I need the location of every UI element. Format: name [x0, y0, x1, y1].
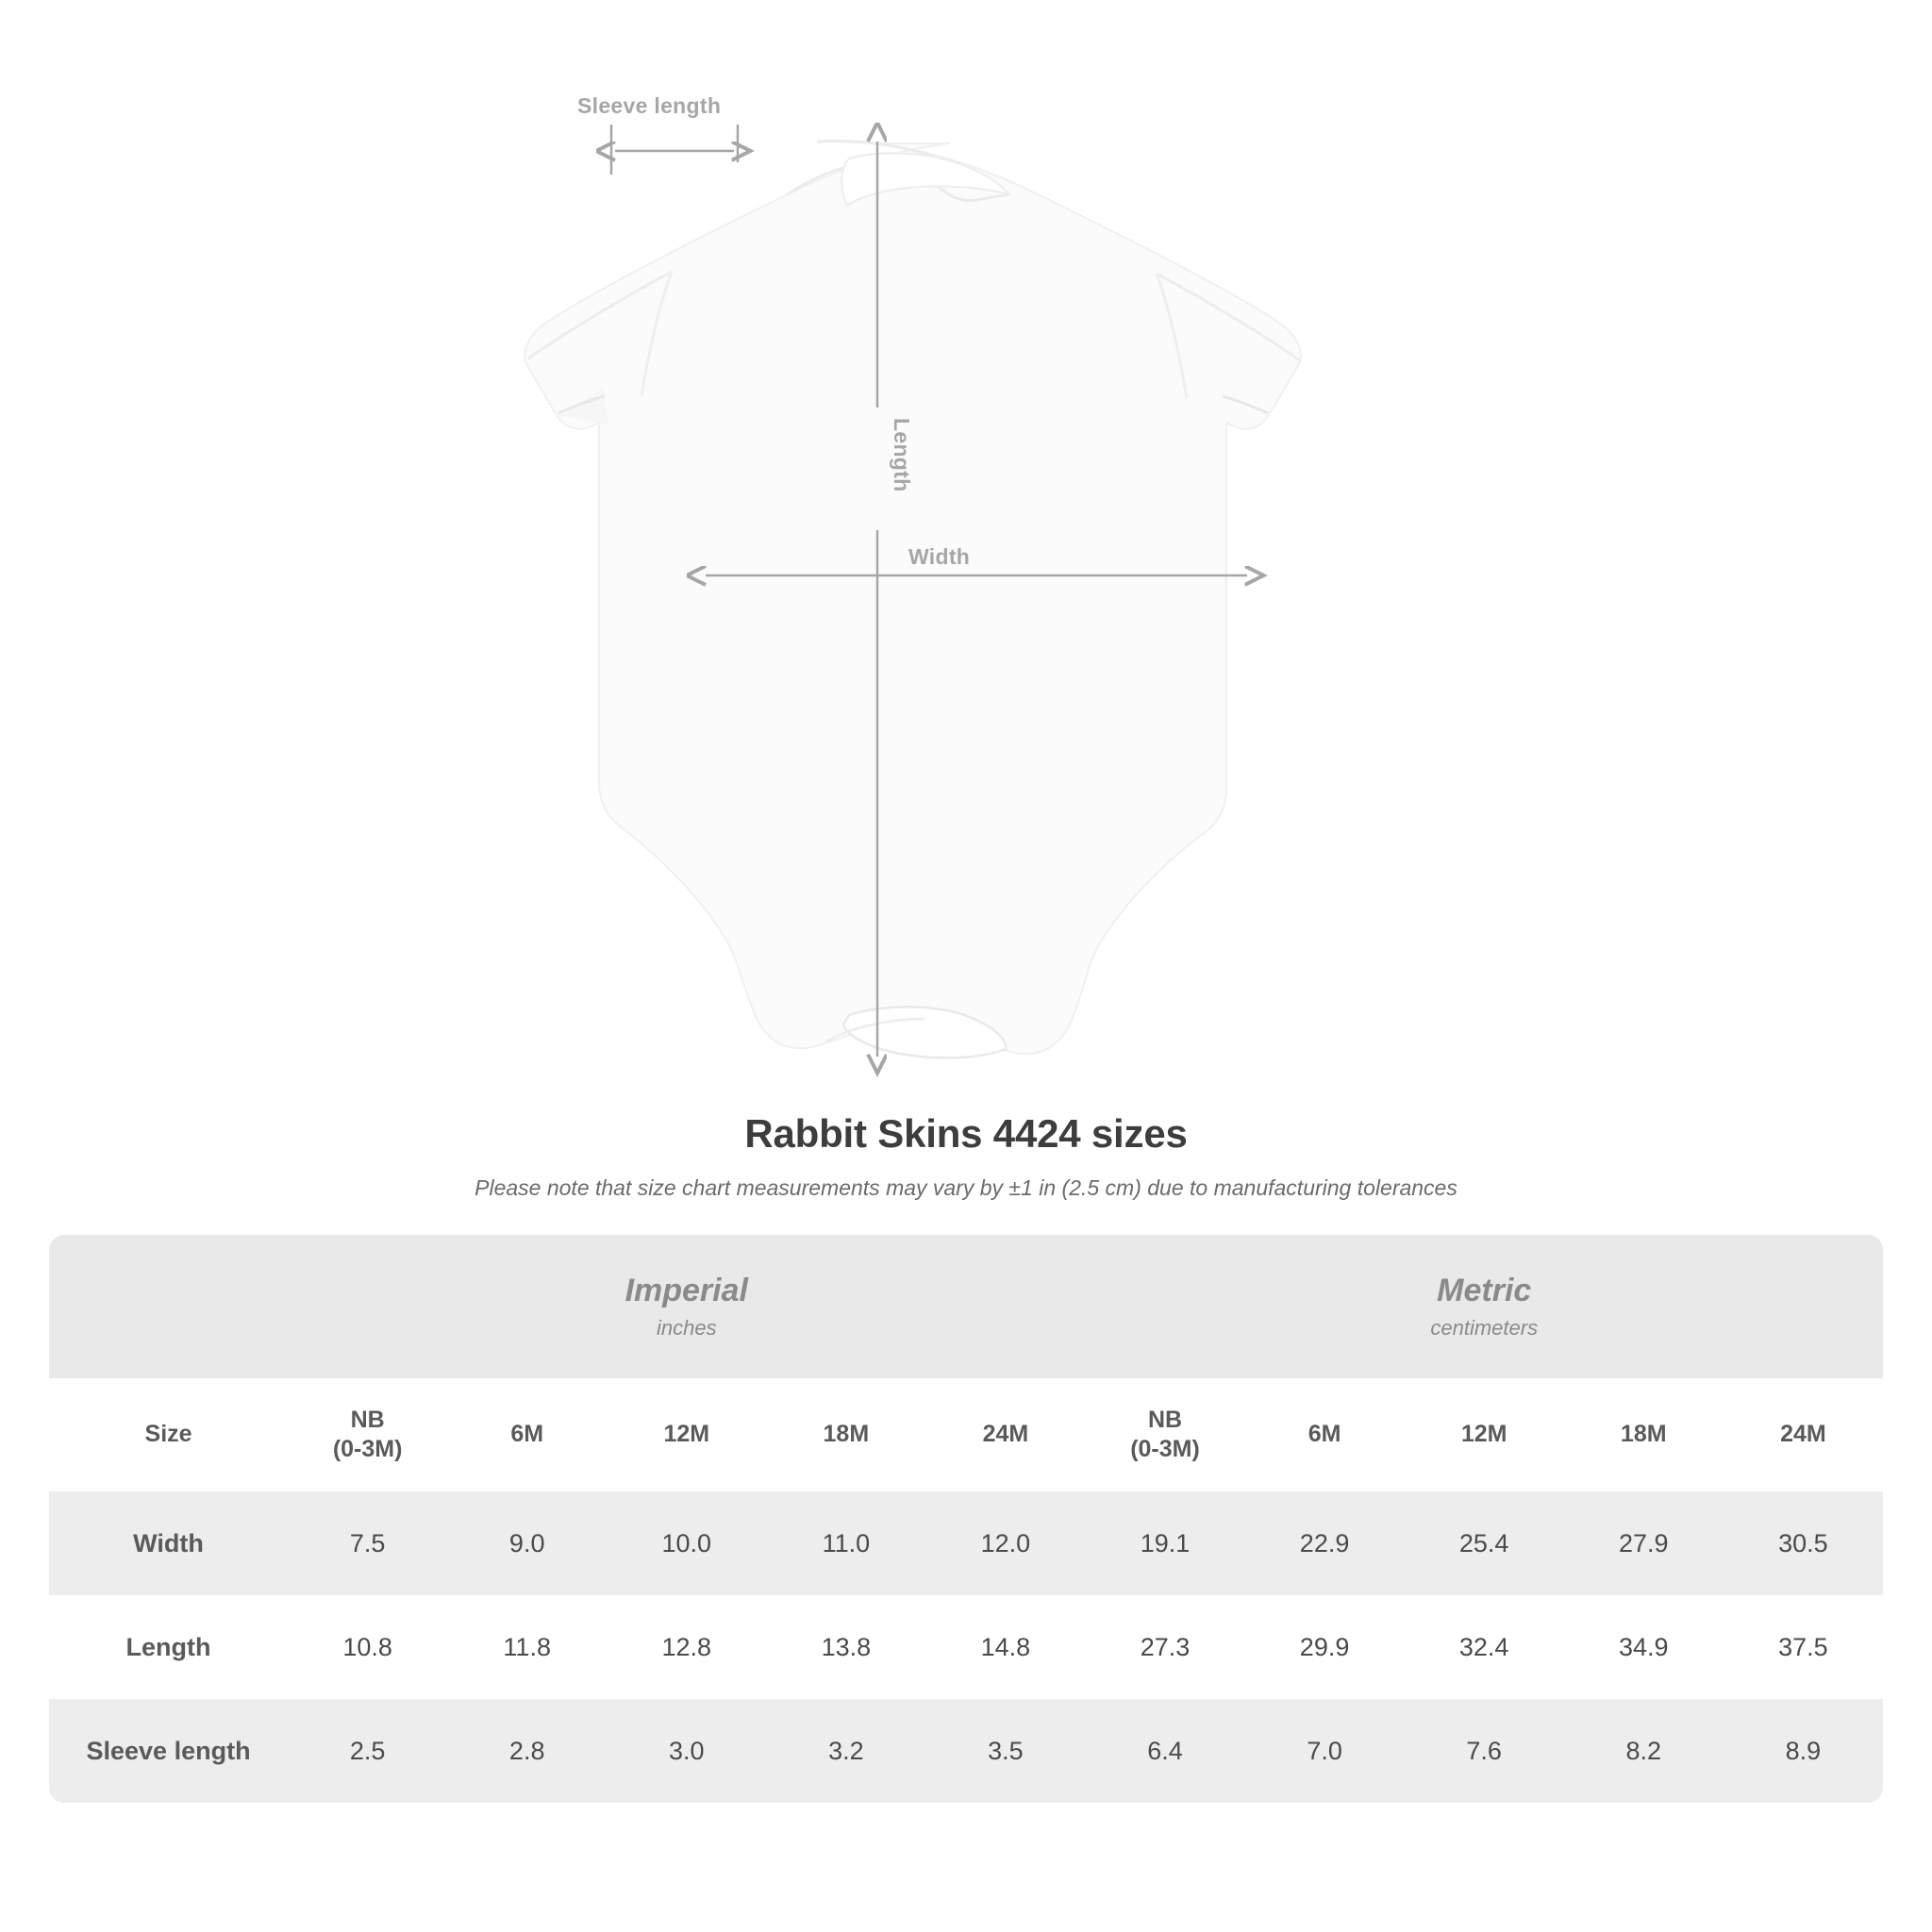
header-col-2: 12M [607, 1378, 766, 1491]
bodysuit-shape [525, 133, 1301, 1058]
header-col-5-sub: (0-3M) [1130, 1436, 1200, 1462]
sleeve-length-dimension [577, 93, 738, 175]
cell-length-4: 14.8 [925, 1595, 1085, 1699]
header-col-4: 24M [925, 1378, 1085, 1491]
table-header-row [49, 1378, 1883, 1491]
cell-length-8: 34.9 [1564, 1595, 1724, 1699]
header-col-8: 18M [1564, 1378, 1724, 1491]
cell-sleeve-6: 7.0 [1245, 1699, 1405, 1803]
cell-sleeve-2: 3.0 [607, 1699, 766, 1803]
cell-length-6: 29.9 [1245, 1595, 1405, 1699]
unit-group-imperial-sub: inches [656, 1315, 717, 1340]
cell-width-3: 11.0 [766, 1491, 925, 1595]
cell-length-0: 10.8 [288, 1595, 447, 1699]
cell-sleeve-4: 3.5 [925, 1699, 1085, 1803]
header-col-5 [1085, 1378, 1244, 1491]
size-table [49, 1235, 1883, 1803]
cell-sleeve-7: 7.6 [1405, 1699, 1564, 1803]
page-title: Rabbit Skins 4424 sizes [744, 1111, 1188, 1156]
sleeve-length-label: Sleeve length [577, 93, 722, 118]
row-label-width: Width [49, 1491, 288, 1595]
cell-sleeve-3: 3.2 [766, 1699, 925, 1803]
header-col-6: 6M [1245, 1378, 1405, 1491]
header-size: Size [49, 1378, 288, 1491]
cell-length-9: 37.5 [1724, 1595, 1883, 1699]
header-col-0-sub: (0-3M) [332, 1436, 403, 1462]
cell-width-9: 30.5 [1724, 1491, 1883, 1595]
header-col-7: 12M [1405, 1378, 1564, 1491]
header-col-0-label: NB [350, 1406, 385, 1433]
unit-spacer [49, 1235, 288, 1378]
header-col-0 [288, 1378, 447, 1491]
cell-sleeve-1: 2.8 [447, 1699, 607, 1803]
cell-length-2: 12.8 [607, 1595, 766, 1699]
header-col-1: 6M [447, 1378, 607, 1491]
title-block [0, 1111, 1932, 1201]
cell-sleeve-0: 2.5 [288, 1699, 447, 1803]
cell-length-5: 27.3 [1085, 1595, 1244, 1699]
cell-width-1: 9.0 [447, 1491, 607, 1595]
row-label-length: Length [49, 1595, 288, 1699]
width-label: Width [908, 544, 971, 569]
size-table-wrapper [49, 1235, 1883, 1803]
header-col-3: 18M [766, 1378, 925, 1491]
cell-width-0: 7.5 [288, 1491, 447, 1595]
table-row [49, 1699, 1883, 1803]
cell-width-7: 25.4 [1405, 1491, 1564, 1595]
cell-length-1: 11.8 [447, 1595, 607, 1699]
header-col-9: 24M [1724, 1378, 1883, 1491]
length-label: Length [890, 418, 914, 492]
cell-width-4: 12.0 [925, 1491, 1085, 1595]
unit-group-row [49, 1235, 1883, 1378]
cell-width-6: 22.9 [1245, 1491, 1405, 1595]
header-col-5-label: NB [1147, 1406, 1183, 1433]
tolerance-note: Please note that size chart measurements may vary by ±1 in (2.5 cm) due to manufacturing tolerances [475, 1175, 1457, 1200]
unit-group-imperial [288, 1235, 1085, 1378]
cell-width-8: 27.9 [1564, 1491, 1724, 1595]
unit-group-metric [1085, 1235, 1883, 1378]
unit-group-metric-name: Metric [1437, 1273, 1532, 1309]
cell-length-7: 32.4 [1405, 1595, 1564, 1699]
table-row [49, 1491, 1883, 1595]
cell-sleeve-8: 8.2 [1564, 1699, 1724, 1803]
cell-width-2: 10.0 [607, 1491, 766, 1595]
cell-sleeve-5: 6.4 [1085, 1699, 1244, 1803]
table-row [49, 1595, 1883, 1699]
cell-width-5: 19.1 [1085, 1491, 1244, 1595]
cell-sleeve-9: 8.9 [1724, 1699, 1883, 1803]
row-label-sleeve-length: Sleeve length [49, 1699, 288, 1803]
cell-length-3: 13.8 [766, 1595, 925, 1699]
unit-group-metric-sub: centimeters [1430, 1315, 1539, 1340]
unit-group-imperial-name: Imperial [625, 1273, 748, 1309]
